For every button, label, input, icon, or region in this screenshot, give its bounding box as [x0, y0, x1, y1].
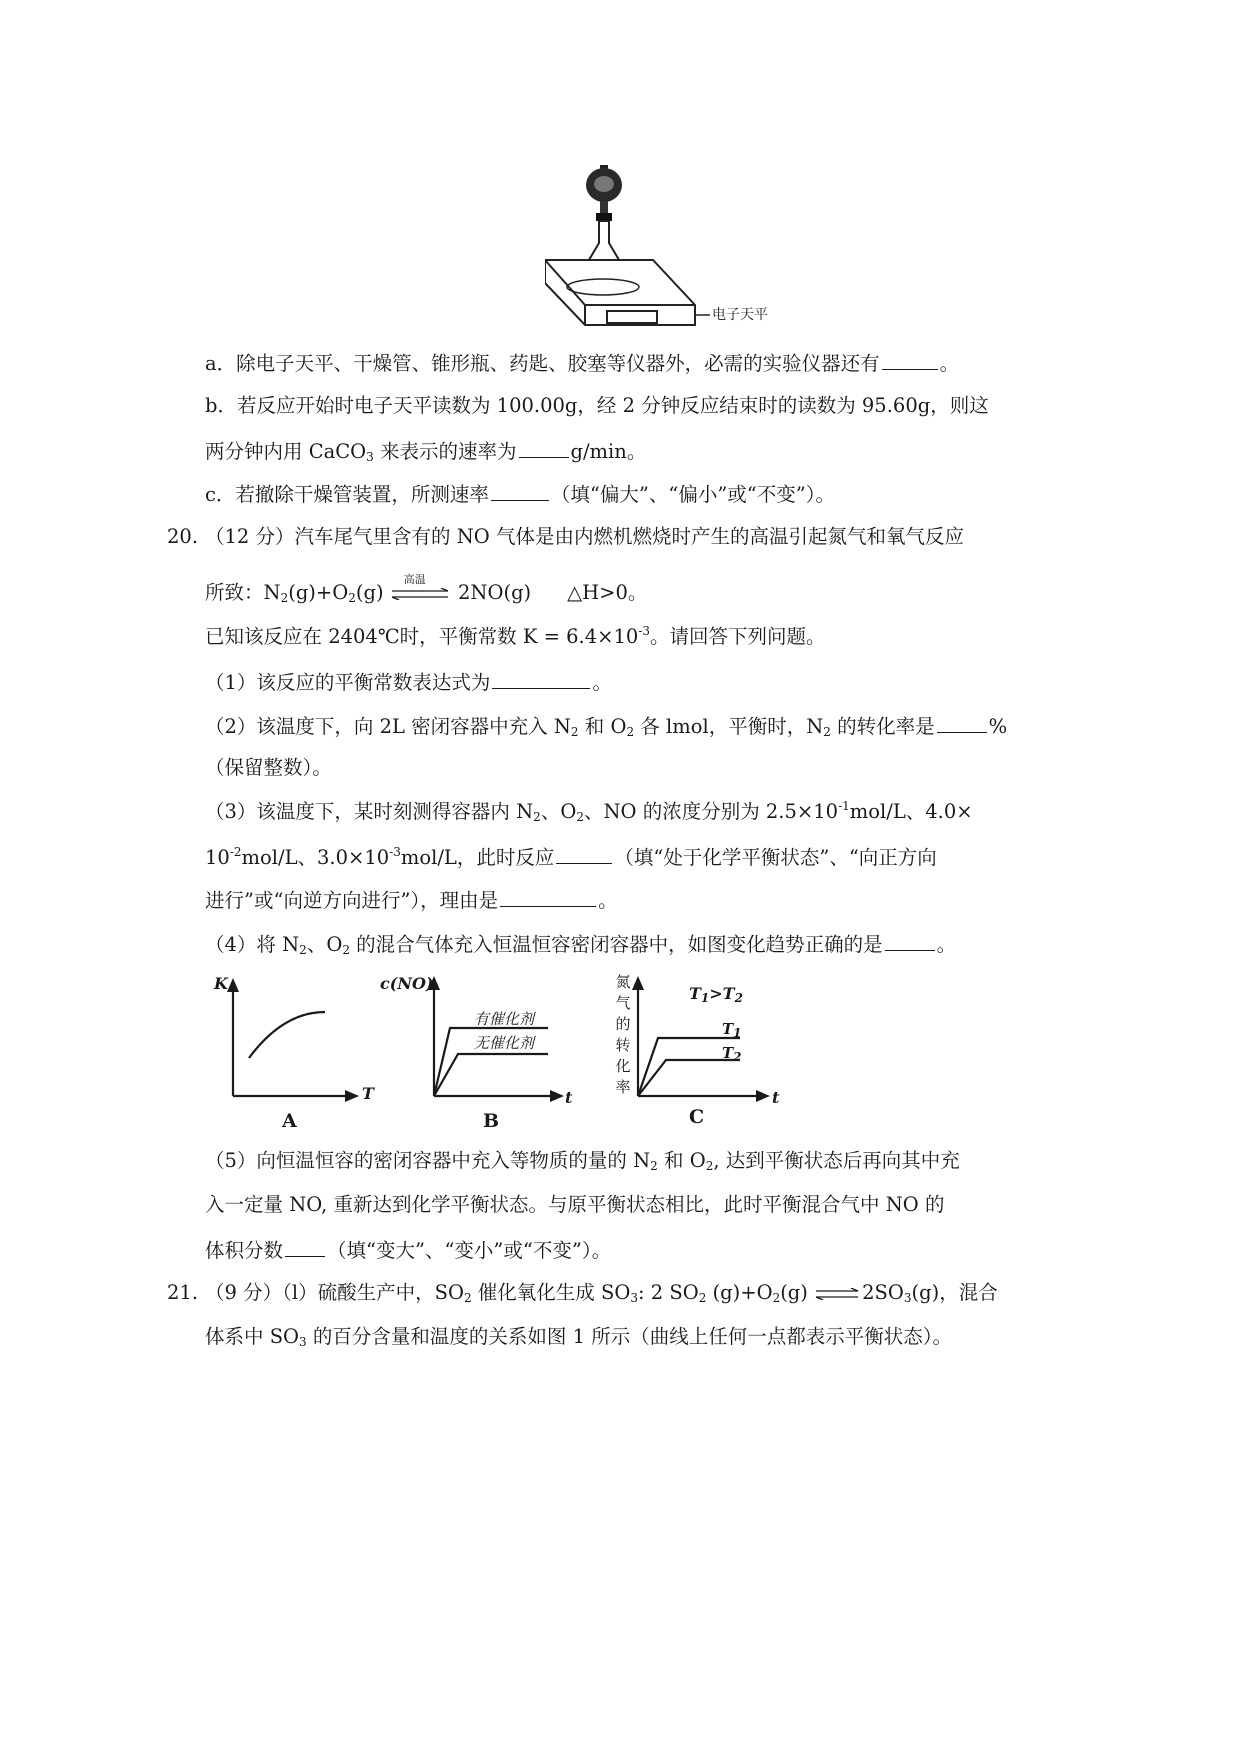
graph-c-ylabel: 氮 气 的 转 化 率 — [615, 973, 631, 1096]
answer-blank[interactable] — [882, 349, 938, 370]
q20-part-2: （2）该温度下，向 2L 密闭容器中充入 $N_2$ 和 $O_2$ 各 lmol，平衡时，$N_2$ 的转化率是 % — [205, 712, 1007, 740]
graph-b-xlabel: t — [565, 1088, 573, 1107]
reversible-arrow — [814, 1281, 862, 1307]
graph-c-temperature-note: $T_1>T_2$ — [689, 984, 743, 1005]
q21-line2: 体系中 $SO_3$ 的百分含量和温度的关系如图 1 所示（曲线上任何一点都表示平衡状态）。 — [205, 1325, 952, 1349]
question-number-21: 21. — [167, 1281, 199, 1304]
answer-blank[interactable] — [500, 886, 596, 907]
answer-blank[interactable] — [885, 930, 935, 951]
q20-part-4: （4）将 $N_2$、$O_2$ 的混合气体充入恒温恒容密闭容器中，如图变化趋势正确的是 。 — [205, 930, 956, 958]
balance-apparatus-figure — [545, 165, 745, 355]
graph-b-label-lower: 无催化剂 — [474, 1034, 535, 1052]
answer-blank[interactable] — [492, 668, 590, 689]
answer-blank[interactable] — [556, 843, 612, 864]
q20-part-5-line1: （5）向恒温恒容的密闭容器中充入等物质的量的 $N_2$ 和 $O_2$, 达到平衡状态后再向其中充 — [205, 1149, 960, 1173]
q20-part-3-line2: $10^{-2}mol/L$、$3.0\times 10^{-3}mol/L$，此时反应 （填“处于化学平衡状态”、“向正方向 — [205, 845, 937, 869]
graph-c-xlabel: t — [772, 1088, 780, 1107]
q20-intro-line1: （12 分）汽车尾气里含有的 NO 气体是由内燃机燃烧时产生的高温引起氮气和氧气反应 — [205, 525, 964, 548]
q19-part-b-line2: 两分钟内用 CaCO$_3$ 来表示的速率为 g/min。 — [205, 437, 646, 465]
answer-blank[interactable] — [519, 437, 569, 458]
graph-a-ylabel: K — [214, 974, 228, 993]
q20-part-5-line2: 入一定量 NO, 重新达到化学平衡状态。与原平衡状态相比，此时平衡混合气中 NO 的 — [205, 1193, 945, 1216]
q20-known-condition: 已知该反应在 2404℃时，平衡常数 $K = 6.4\times 10^{-3}$。请回答下列问题。 — [205, 624, 826, 648]
answer-blank[interactable] — [285, 1236, 325, 1257]
q20-part-3-line3: 进行”或“向逆方向进行”），理由是 。 — [205, 886, 618, 914]
graph-a-caption: A — [282, 1110, 297, 1132]
answer-blank[interactable] — [937, 712, 987, 733]
graph-a — [205, 972, 385, 1132]
graph-c-curve-label-t2: $T_2$ — [722, 1044, 742, 1064]
graph-b-ylabel: c(NO) — [380, 974, 434, 993]
reversible-arrow: 高温 — [390, 581, 452, 607]
graph-b-label-upper: 有催化剂 — [474, 1010, 535, 1028]
q20-part-5-line3: 体积分数 （填“变大”、“变小”或“不变”）。 — [205, 1236, 611, 1264]
q19-part-c: c．若撤除干燥管装置，所测速率 （填“偏大”、“偏小”或“不变”）。 — [205, 480, 835, 508]
question-number-20: 20. — [167, 525, 199, 548]
balance-label: 电子天平 — [712, 307, 768, 323]
q20-part-1: （1）该反应的平衡常数表达式为 。 — [205, 668, 612, 696]
q20-part-3-line1: （3）该温度下，某时刻测得容器内 $N_2$、$O_2$、NO 的浓度分别为 $2.5\times 10^{-1}mol/L$、4.0× — [205, 799, 973, 824]
graph-c-caption: C — [689, 1106, 705, 1128]
q21-line1: （9 分）（l）硫酸生产中，$SO_2$ 催化氧化生成 $SO_3$: 2 $SO_2$ $(g)+O_2(g)$ $2SO_3(g)$，混合 — [205, 1281, 998, 1305]
graph-a-xlabel: T — [362, 1084, 374, 1103]
answer-blank[interactable] — [491, 480, 549, 501]
graph-b-caption: B — [483, 1110, 500, 1132]
q19-part-b-line1: b．若反应开始时电子天平读数为 100.00g，经 2 分钟反应结束时的读数为 95.60g，则这 — [205, 394, 989, 417]
q20-equation: 所致：$N_2(g)+O_2(g)$ 高温 2NO(g) △H>0。 — [205, 572, 648, 605]
graph-c-curve-label-t1: $T_1$ — [722, 1020, 742, 1040]
q19-part-a: a．除电子天平、干燥管、锥形瓶、药匙、胶塞等仪器外，必需的实验仪器还有 。 — [205, 349, 959, 377]
q20-part-2-line2: （保留整数）。 — [205, 756, 332, 779]
